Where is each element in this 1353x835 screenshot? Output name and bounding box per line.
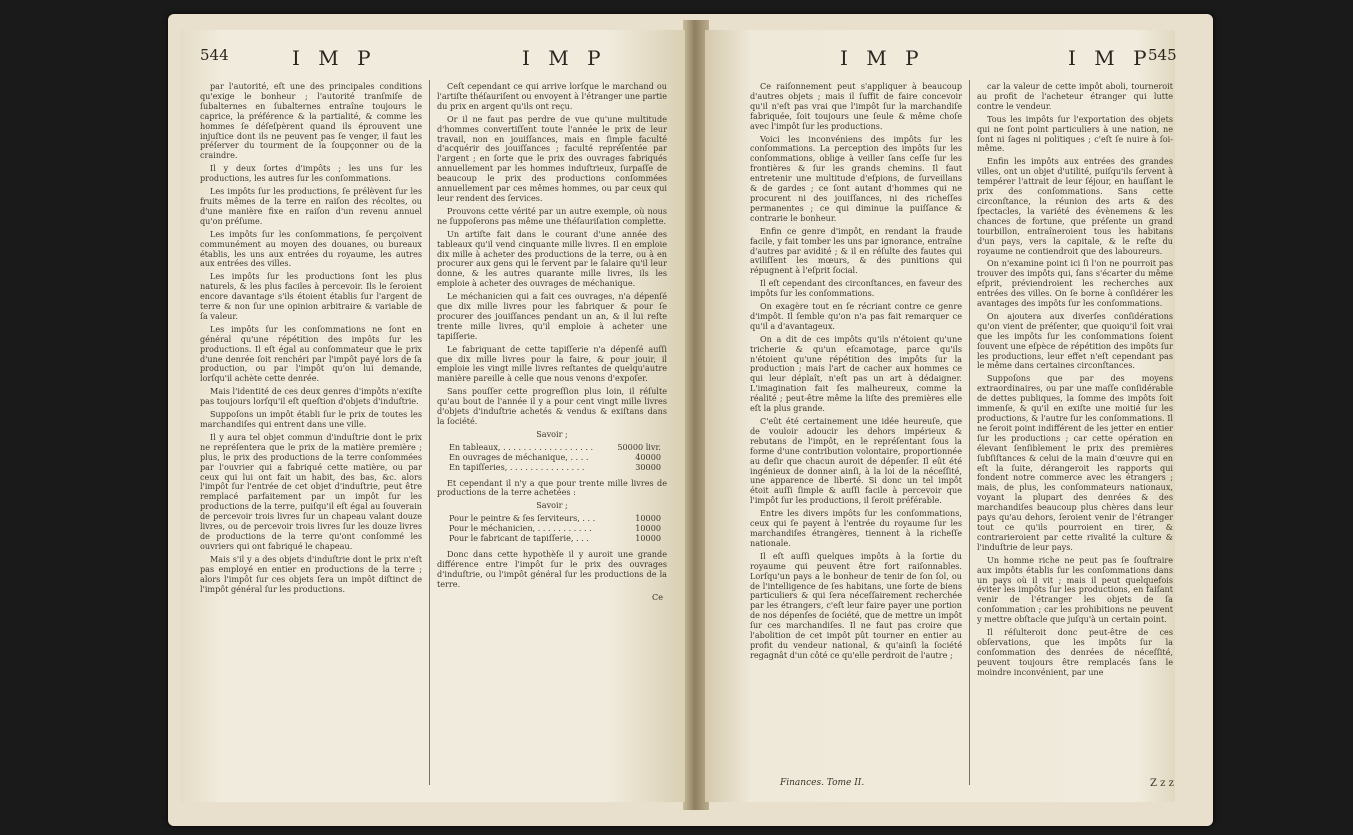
right-running-head-2: I M P [1068, 46, 1153, 70]
paragraph: Tous les impôts ſur l'exportation des objets qui ne ſont point particuliers à une nation, ne ſont ni ſages ni politiques ; c'eſt ſe nuire à ſoi-même. [977, 113, 1173, 154]
paragraph: Un artiſte fait dans le courant d'une année des tableaux qu'il vend cinquante mille livres. Il en emploie dix mille à acheter des productions de la terre, ou à en procurer aux gens qui le ſervent par le ſalaire qu'il leur donne, & les autres quarante mille livres, ils les emploie à acheter des ouvrages de méchanique. [437, 228, 667, 289]
column-rule-right [969, 80, 970, 785]
right-column-1 [750, 82, 962, 664]
tally-row [449, 534, 667, 544]
paragraph: Ce raiſonnement peut s'appliquer à beaucoup d'autres objets ; mais il ſuffit de faire concevoir qu'il n'eſt pas vrai que l'impôt ſur la marchandiſe fabriquée, ſoit toujours une ſeule & même choſe avec l'impôt ſur les productions. [750, 81, 962, 131]
mid-paragraph: Et cependant il n'y a que pour trente mille livres de productions de la terre achetées : [437, 477, 667, 498]
paragraph: Mais l'identité de ces deux genres d'impôts n'exiſte pas toujours lorſqu'il eſt queſtion d'objets d'induſtrie. [200, 386, 422, 407]
tally-value: 10000 [635, 533, 661, 544]
paragraph: Il réſulteroit donc peut-être de ces obſervations, que les impôts ſur la conſommation des denrées de néceſſité, peuvent toujours être remplacés ſans le moindre inconvénient, par une [977, 627, 1173, 677]
footer-volume: Finances. Tome II. [780, 778, 865, 788]
savoir-label-2: Savoir ; [536, 500, 568, 511]
paragraph: Mais s'il y a des objets d'induſtrie dont le prix n'eſt pas employé en entier en productions de la terre ; alors l'impôt ſur ces objets ſera un impôt diſtinct de l'impôt général ſur les productions. [200, 553, 422, 594]
paragraph: Les impôts ſur les conſommations ne ſont en général qu'une répétition des impôts ſur les productions. Il eſt égal au conſommateur que le prix d'une denrée ſoit renchéri par l'impôt payé lors de ſa production, ou par l'impôt qu'on lui demande, lorſqu'il achète cette denrée. [200, 323, 422, 384]
paragraph: On n'examine point ici ſi l'on ne pourroit pas trouver des impôts qui, ſans s'écarter du même eſprit, préviendroient les recherches aux entrées des villes. On ſe borne à conſidérer les avantages des impôts ſur les conſommations. [977, 258, 1173, 309]
paragraph: C'eût été certainement une idée heureuſe, que de vouloir adoucir les dehors impérieux & rebutans de l'impôt, en le repréſentant ſous la forme d'une contribution volontaire, proportionnée au deſir que chacun auroit de dépenſer. Il eût été ingénieux de donner ainſi, à la loi de la néceſſité, une apparence de liberté. Si donc un tel impôt étoit auſſi ſimple & auſſi facile à percevoir que l'impôt ſur les productions, il ſeroit préférable. [750, 416, 962, 506]
paragraph: Prouvons cette vérité par un autre exemple, où nous ne ſuppoſerons pas même une théſauriſation complette. [437, 205, 667, 226]
paragraph: Or il ne faut pas perdre de vue qu'une multitude d'hommes convertiſſent toute l'année le prix de leur travail, non en jouiſſances, mais en ſimple faculté d'acquérir des jouiſſances ; faculté repréſentée par l'argent ; en ſorte que le prix des ouvrages fabriqués annuellement par les hommes induſtrieux, ſurpaſſe de beaucoup le prix des productions conſommées annuellement par ces mêmes hommes, ou par ceux qui leur rendent des ſervices. [437, 113, 667, 203]
tally-value: 10000 [635, 523, 661, 534]
tally-label: Pour le méchanicien, . . . . . . . . . . . [449, 523, 592, 534]
tally-label: Pour le peintre & ſes ſerviteurs, . . . [449, 513, 596, 524]
paragraph: Il y deux ſortes d'impôts ; les uns ſur les productions, les autres ſur les conſommations. [200, 163, 422, 184]
tally-list-2 [449, 514, 667, 544]
paragraph: Les impôts ſur les productions ſont les plus naturels, & les plus faciles à percevoir. Ils le ſeroient encore davantage s'ils étoient établis ſur l'argent de terre & non ſur une opinion arbitraire & variable de ſa valeur. [200, 271, 422, 321]
signature-mark: Z z z [1150, 778, 1174, 789]
tally-value: 30000 [635, 461, 661, 472]
paragraph: Il y aura tel objet commun d'induſtrie dont le prix ne repréſentera que le prix de la matière première ; plus, le prix des productions de la terre conſommées par l'ouvrier qui a fabriqué cette matière, ou par ceux qui lui ont fait un habit, des bas, &c. alors l'impôt ſur l'entrée de cet objet d'induſtrie, peut être remplacé parfaitement par un impôt ſur les productions de la terre, puiſqu'il eſt égal au ſouverain de percevoir trois livres ſur un chapeau valant douze livres, ou de percevoir trois livres ſur les douze livres de productions de la terre qu'ont conſommé les ouvriers qui ont fabriqué le chapeau. [200, 431, 422, 551]
paragraph: Suppoſons un impôt établi ſur le prix de toutes les marchandiſes qui entrent dans une ville. [200, 409, 422, 429]
paragraph: Ceſt cependant ce qui arrive lorſque le marchand ou l'artiſte théſauriſent ou envoyent à l'étranger une partie du prix en argent qu'ils ont reçu. [437, 81, 667, 111]
paragraph: car la valeur de cette impôt aboli, tourneroit au profit de l'acheteur étranger qui lutte contre le vendeur. [977, 81, 1173, 111]
left-page-number: 544 [200, 46, 229, 64]
savoir-label-1: Savoir ; [536, 428, 568, 439]
right-page-number: 545 [1148, 46, 1177, 64]
tally-value: 40000 [635, 451, 661, 462]
paragraph: Le méchanicien qui a fait ces ouvrages, n'a dépenſé que dix mille livres pour les fabriquer & pour ſe procurer des jouiſſances pendant un an, & il lui reſte trente mille livres, qu'il emploie à acheter une tapiſſerie. [437, 291, 667, 341]
tally-row [449, 463, 667, 473]
paragraph: On ajoutera aux diverſes conſidérations qu'on vient de préſenter, que quoiqu'il ſoit vrai que les impôts ſur les conſommations ſoient ſouvent une eſpèce de répétition des impôts ſur les productions, leur effet n'eſt cependant pas le même dans certaines circonſtances. [977, 310, 1173, 371]
right-running-head-1: I M P [840, 46, 925, 70]
tally-value: 10000 [635, 513, 661, 524]
paragraph: Enfin ce genre d'impôt, en rendant la fraude facile, y fait tomber les uns par ignorance, entraîne d'autres par avidité ; & il en réſulte des fautes qui aviliſſent les mœurs, & des punitions qui répugnent à l'eſprit ſocial. [750, 225, 962, 276]
paragraph: Suppoſons que par des moyens extraordinaires, ou par une maſſe conſidérable de dettes publiques, la ſomme des impôts ſoit immenſe, & qu'il en exiſte une moitié ſur les productions, & l'autre ſur les conſommations. Il ne ſeroit point indifférent de les jetter en entier ſur les productions ; car cette opération en élevant ſenſiblement le prix des premières ſubſiſtances & celui de la main d'œuvre qui en eſt la ſuite, dérangeroit les rapports qui fondent notre commerce avec les étrangers ; mais, de plus, les conſommateurs nationaux, voyant la plupart des denrées & des marchandiſes beaucoup plus chères dans leur pays qu'au dehors, ſeroient venir de l'étranger tout ce qu'ils pourroient en tirer, & contrarieroient par cette rivalité la culture & l'induſtrie de leur pays. [977, 373, 1173, 552]
paragraph: Un homme riche ne peut pas ſe ſouſtraire aux impôts établis ſur les conſommations dans un pays où il vit ; mais il peut quelquefois éviter les impôts ſur les productions, en faiſant venir de l'étranger les objets de ſa conſommation ; car les prohibitions ne peuvent y mettre obſtacle que juſqu'à un certain point. [977, 554, 1173, 625]
paragraph: On a dit de ces impôts qu'ils n'étoient qu'une tricherie & qu'un eſcamotage, parce qu'ils n'étoient qu'une répétition des impôts ſur la production ; mais l'art de cacher aux hommes ce qui leur déplaît, n'eſt pas un art à dédaigner. L'imagination fait ſes malheureux, comme la réalité ; peut-être même la liſte des premières elle eſt la plus grande. [750, 333, 962, 414]
paragraph: Les impôts ſur les productions, ſe prélèvent ſur les fruits mêmes de la terre en raiſon des récoltes, ou d'une manière fixe en raiſon d'un revenu annuel qu'on préſume. [200, 186, 422, 226]
tally-label: En ouvrages de méchanique, . . . . [449, 451, 589, 462]
left-column-2 [437, 82, 667, 603]
paragraph: Voici les inconvéniens des impôts ſur les conſommations. La perception des impôts ſur les conſommations, oblige à veiller ſans ceſſe ſur les frontières & ſur les grands chemins. Il faut entretenir une multitude d'eſpions, de ſurveillans & de gardes ; ce ſont autant d'hommes qui ne procurent ni des jouiſſances, ni des richeſſes permanentes ; ce qui diminue la puiſſance & contrarie le bonheur. [750, 133, 962, 223]
paragraph: On exagère tout en ſe récriant contre ce genre d'impôt. Il ſemble qu'on n'a pas fait remarquer ce qu'il a d'avantageux. [750, 301, 962, 331]
paragraph: Le fabriquant de cette tapiſſerie n'a dépenſé auſſi que dix mille livres pour la faire, & pour jouir, il emploie les vingt mille livres reſtantes de quelqu'autre manière pareille à celle que nous venons d'expoſer. [437, 343, 667, 384]
paragraph: Enfin les impôts aux entrées des grandes villes, ont un objet d'utilité, puiſqu'ils ſervent à tempérer l'attrait de leur ſéjour, en hauſſant le prix des conſommations. Sans cette circonſtance, la réunion des arts & des ſpectacles, la variété des évènemens & les chances de fortune, que préſente un grand tourbillon, entraîneroient tous les habitans d'un pays, vers la capitale, & le reſte du royaume ne contiendroit que des laboureurs. [977, 156, 1173, 256]
tally-label: En tapiſſeries, . . . . . . . . . . . . . . . [449, 461, 585, 472]
left-running-head-1: I M P [292, 46, 377, 70]
tally-list-1 [449, 443, 667, 473]
tally-value: 50000 livr. [617, 441, 661, 452]
paragraph: Les impôts ſur les conſommations, ſe perçoivent communément au moyen des douanes, ou bureaux établis, les uns aux entrées du royaume, les autres aux entrées des villes. [200, 228, 422, 269]
column-rule-left [429, 80, 430, 785]
conclusion-paragraph: Donc dans cette hypothèſe il y auroit une grande différence entre l'impôt ſur le prix des ouvrages d'induſtrie, ou l'impôt général ſur les productions de la terre. [437, 548, 667, 589]
catchword: Ce [652, 591, 663, 602]
left-column-1 [200, 82, 422, 597]
paragraph: Entre les divers impôts ſur les conſommations, ceux qui ſe payent à l'entrée du royaume ſur les marchandiſes étrangères, tiennent à la richeſſe nationale. [750, 508, 962, 548]
paragraph: Il eſt cependant des circonſtances, en faveur des impôts ſur les conſommations. [750, 278, 962, 299]
tally-label: Pour le fabricant de tapiſſerie, . . . [449, 533, 589, 544]
paragraph: par l'autorité, eſt une des principales conditions qu'exige le bonheur ; l'autorité tranſmiſe de ſubalternes en ſubalternes entraîne toujours le caprice, la préférence & la partialité, & comme les hommes ſe déſeſpèrent quand ils éprouvent une injuſtice dont ils ne peuvent pas ſe venger, il faut les préſerver du tourment de la ſoupçonner ou de la craindre. [200, 81, 422, 161]
paragraph: Sans pouſſer cette progreſſion plus loin, il réſulte qu'au bout de l'année il y a pour cent vingt mille livres d'objets d'induſtrie achetés & vendus & exiſtans dans la ſociété. [437, 386, 667, 426]
left-running-head-2: I M P [522, 46, 607, 70]
paragraph: Il eſt auſſi quelques impôts à la ſortie du royaume qui peuvent être fort raiſonnables. Lorſqu'un pays a le bonheur de tenir de ſon ſol, ou de l'intelligence de ſes habitans, une ſorte de biens particuliers & qui ſera néceſſairement recherchée par les étrangers, c'eſt leur faire payer une portion de nos dépenſes de ſociété, que de mettre un impôt ſur ces marchandiſes. Il ne faut pas croire que l'abolition de cet impôt pût tourner en entier au profit du vendeur national, & qu'ainſi la ſociété regagnât d'un côté ce qu'elle perdroit de l'autre ; [750, 550, 962, 660]
right-column-2 [977, 82, 1173, 681]
tally-label: En tableaux, . . . . . . . . . . . . . . . . . . [449, 441, 594, 452]
